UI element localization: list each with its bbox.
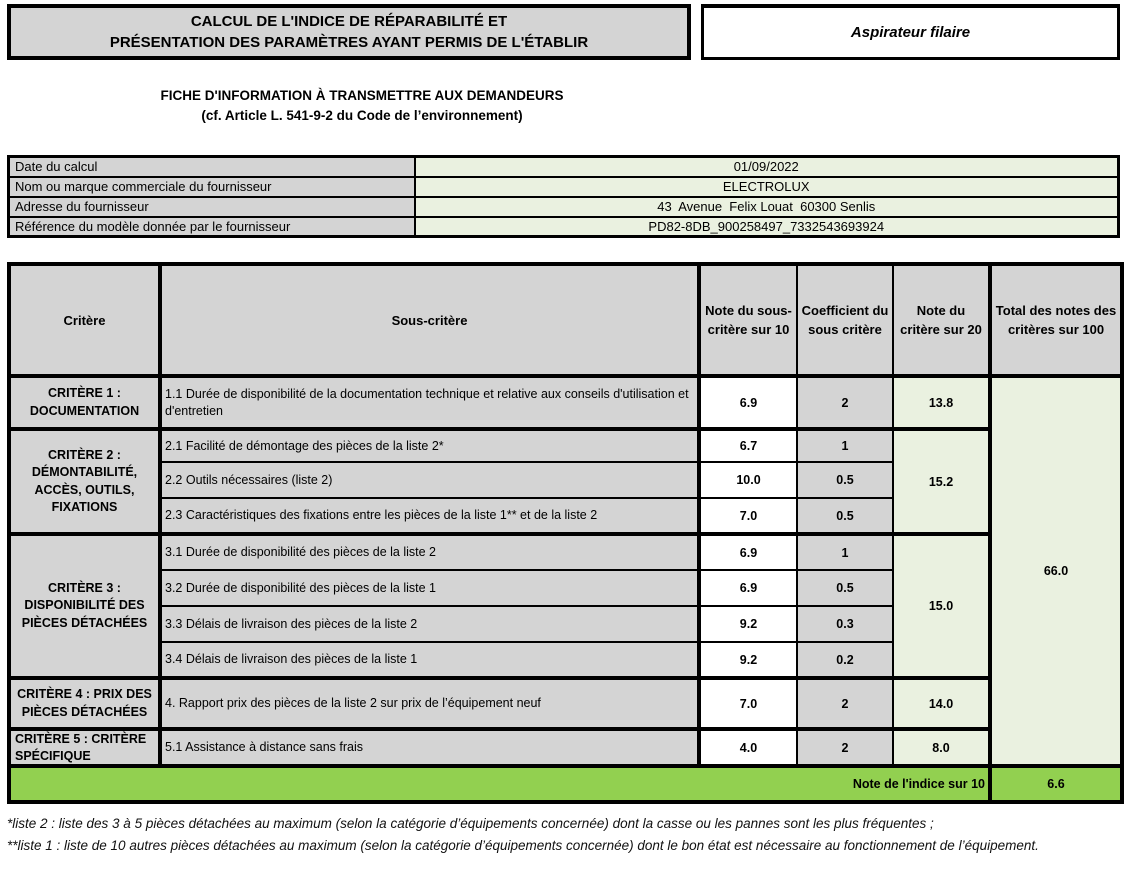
note20-criterion-1: 13.8 bbox=[893, 376, 990, 429]
info-label-address: Adresse du fournisseur bbox=[9, 197, 415, 217]
subtitle-line2: (cf. Article L. 541-9-2 du Code de l’environnement) bbox=[201, 108, 523, 123]
note20-criterion-3: 15.0 bbox=[893, 534, 990, 678]
document-title-line1: CALCUL DE L'INDICE DE RÉPARABILITÉ ET bbox=[190, 13, 508, 30]
coef-3-2: 0.5 bbox=[797, 570, 893, 606]
footnote-liste2: *liste 2 : liste des 3 à 5 pièces détachées au maximum (selon la catégorie d’équipements concernée) dont la casse ou les pannes sont les plus fréquentes ; bbox=[7, 816, 934, 831]
info-row-address bbox=[9, 197, 1119, 217]
table-row bbox=[9, 376, 1122, 429]
info-value-address: 43 Avenue Felix Louat 60300 Senlis bbox=[415, 197, 1119, 217]
criterion-5-label: CRITÈRE 5 : CRITÈRE SPÉCIFIQUE bbox=[9, 729, 160, 766]
subtitle-line1: FICHE D'INFORMATION À TRANSMETTRE AUX DEMANDEURS bbox=[160, 88, 564, 103]
sub-criterion-2-1: 2.1 Facilité de démontage des pièces de la liste 2* bbox=[160, 429, 699, 462]
sub-criterion-2-3: 2.3 Caractéristiques des fixations entre les pièces de la liste 1** et de la liste 2 bbox=[160, 498, 699, 534]
footnote-liste1: **liste 1 : liste de 10 autres pièces détachées au maximum (selon la catégorie d’équipements concernée) dont le bon état est nécessaire au fonctionnement de l’équipement. bbox=[7, 837, 1039, 853]
document-title-line2: PRÉSENTATION DES PARAMÈTRES AYANT PERMIS DE L'ÉTABLIR bbox=[109, 34, 589, 51]
info-label-date: Date du calcul bbox=[9, 157, 415, 177]
product-category-box bbox=[701, 4, 1120, 60]
criterion-3-label: CRITÈRE 3 : DISPONIBILITÉ DES PIÈCES DÉTACHÉES bbox=[9, 534, 160, 678]
note10-2-1: 6.7 bbox=[699, 429, 797, 462]
table-row bbox=[9, 429, 1122, 462]
info-value-reference: PD82-8DB_900258497_7332543693924 bbox=[415, 217, 1119, 237]
coef-3-3: 0.3 bbox=[797, 606, 893, 642]
table-row bbox=[9, 729, 1122, 766]
sub-criterion-4: 4. Rapport prix des pièces de la liste 2 sur prix de l’équipement neuf bbox=[160, 678, 699, 729]
criteria-table bbox=[7, 262, 1124, 804]
note10-3-3: 9.2 bbox=[699, 606, 797, 642]
coef-3-4: 0.2 bbox=[797, 642, 893, 678]
sub-criterion-3-3: 3.3 Délais de livraison des pièces de la liste 2 bbox=[160, 606, 699, 642]
coef-4: 2 bbox=[797, 678, 893, 729]
col-header-sous-critere: Sous-critère bbox=[160, 264, 699, 376]
coef-2-2: 0.5 bbox=[797, 462, 893, 498]
supplier-info-table bbox=[7, 155, 1120, 238]
sub-criterion-5-1: 5.1 Assistance à distance sans frais bbox=[160, 729, 699, 766]
header bbox=[7, 4, 1120, 60]
table-row bbox=[9, 678, 1122, 729]
info-row-reference bbox=[9, 217, 1119, 237]
sub-criterion-1-1: 1.1 Durée de disponibilité de la documentation technique et relative aux conseils d'utilisation et d'entretien bbox=[160, 376, 699, 429]
col-header-critere: Critère bbox=[9, 264, 160, 376]
note20-criterion-4: 14.0 bbox=[893, 678, 990, 729]
total-score-100: 66.0 bbox=[990, 376, 1122, 766]
note10-2-3: 7.0 bbox=[699, 498, 797, 534]
note10-5-1: 4.0 bbox=[699, 729, 797, 766]
note20-criterion-2: 15.2 bbox=[893, 429, 990, 534]
note10-3-2: 6.9 bbox=[699, 570, 797, 606]
coef-5-1: 2 bbox=[797, 729, 893, 766]
final-index-label: Note de l'indice sur 10 bbox=[9, 766, 990, 802]
col-header-note-critere: Note du critère sur 20 bbox=[893, 264, 990, 376]
col-header-note-sous-critere: Note du sous-critère sur 10 bbox=[699, 264, 797, 376]
coef-2-1: 1 bbox=[797, 429, 893, 462]
info-row-date bbox=[9, 157, 1119, 177]
sub-criterion-3-4: 3.4 Délais de livraison des pièces de la liste 1 bbox=[160, 642, 699, 678]
product-category-label: Aspirateur filaire bbox=[850, 24, 971, 41]
info-label-brand: Nom ou marque commerciale du fournisseur bbox=[9, 177, 415, 197]
note10-3-1: 6.9 bbox=[699, 534, 797, 570]
document-title-box bbox=[7, 4, 691, 60]
criteria-header-row bbox=[9, 264, 1122, 376]
sub-criterion-3-2: 3.2 Durée de disponibilité des pièces de la liste 1 bbox=[160, 570, 699, 606]
criterion-4-label: CRITÈRE 4 : PRIX DES PIÈCES DÉTACHÉES bbox=[9, 678, 160, 729]
subtitle-block bbox=[7, 86, 717, 126]
note10-2-2: 10.0 bbox=[699, 462, 797, 498]
footnotes bbox=[7, 813, 1099, 856]
coef-3-1: 1 bbox=[797, 534, 893, 570]
sub-criterion-3-1: 3.1 Durée de disponibilité des pièces de la liste 2 bbox=[160, 534, 699, 570]
note10-4: 7.0 bbox=[699, 678, 797, 729]
col-header-coefficient: Coefficient du sous critère bbox=[797, 264, 893, 376]
criterion-1-label: CRITÈRE 1 : DOCUMENTATION bbox=[9, 376, 160, 429]
info-label-reference: Référence du modèle donnée par le fournisseur bbox=[9, 217, 415, 237]
note10-1-1: 6.9 bbox=[699, 376, 797, 429]
sub-criterion-2-2: 2.2 Outils nécessaires (liste 2) bbox=[160, 462, 699, 498]
info-value-date: 01/09/2022 bbox=[415, 157, 1119, 177]
info-value-brand: ELECTROLUX bbox=[415, 177, 1119, 197]
final-index-row bbox=[9, 766, 1122, 802]
final-index-value: 6.6 bbox=[990, 766, 1122, 802]
note10-3-4: 9.2 bbox=[699, 642, 797, 678]
col-header-total: Total des notes des critères sur 100 bbox=[990, 264, 1122, 376]
info-row-brand bbox=[9, 177, 1119, 197]
coef-1-1: 2 bbox=[797, 376, 893, 429]
note20-criterion-5: 8.0 bbox=[893, 729, 990, 766]
coef-2-3: 0.5 bbox=[797, 498, 893, 534]
criterion-2-label: CRITÈRE 2 : DÉMONTABILITÉ, ACCÈS, OUTILS, FIXATIONS bbox=[9, 429, 160, 534]
table-row bbox=[9, 534, 1122, 570]
